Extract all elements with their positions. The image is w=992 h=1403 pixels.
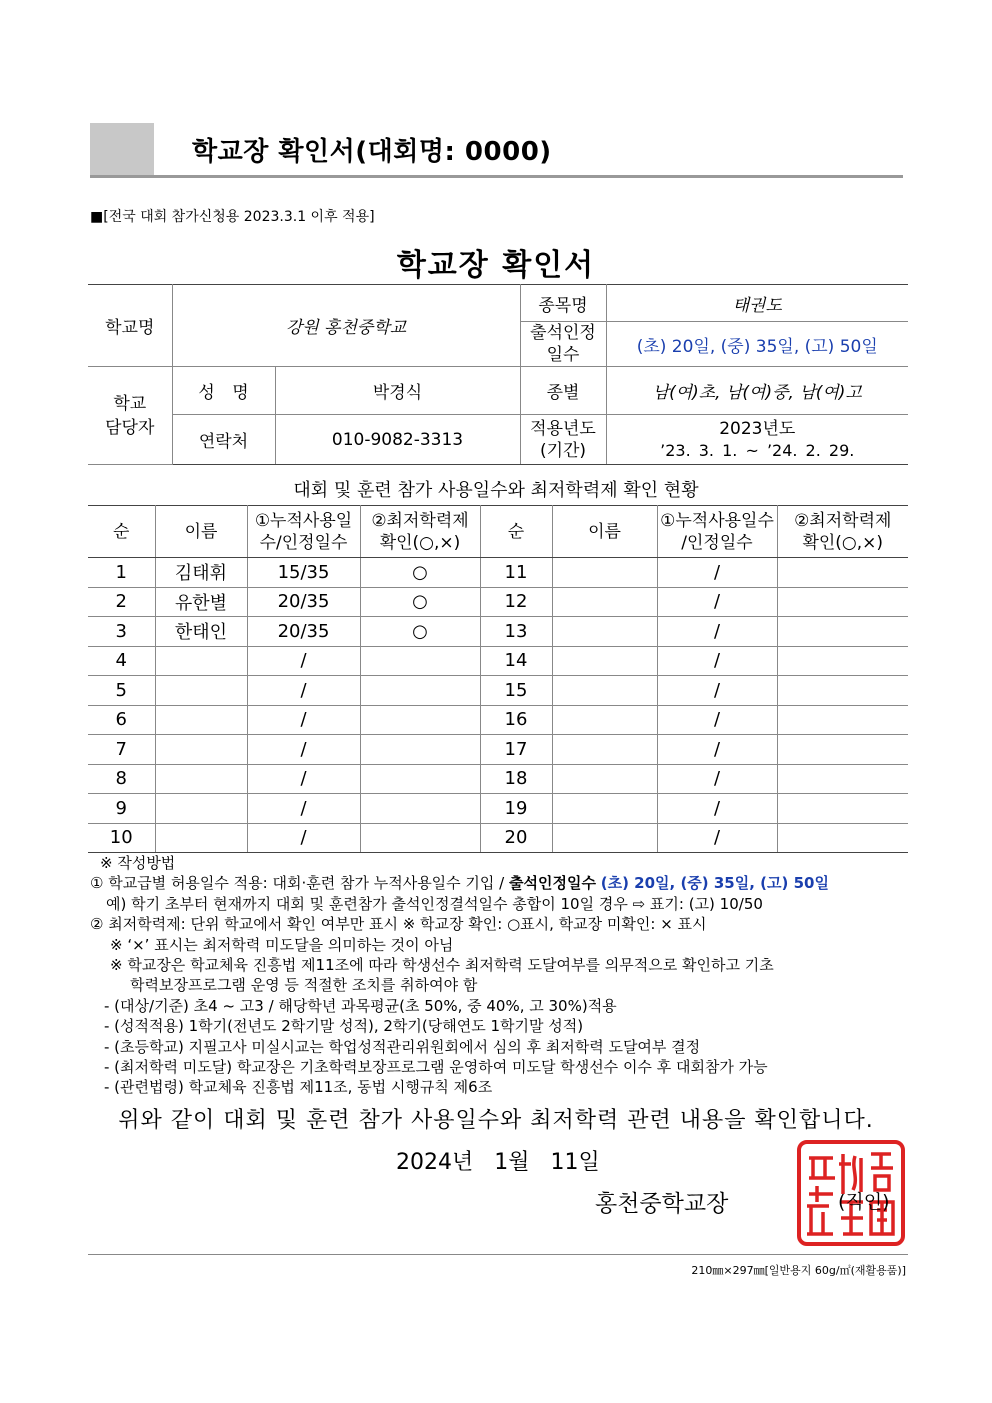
row-right-name	[552, 676, 657, 706]
row-right-no: 17	[480, 735, 552, 765]
row-right-no: 13	[480, 617, 552, 647]
note-1-bold: 출석인정일수	[509, 874, 596, 893]
row-right-check	[777, 764, 908, 794]
row-left-name	[155, 735, 247, 765]
table-row	[88, 735, 908, 765]
row-right-no: 11	[480, 558, 552, 588]
note-2-b2: 학력보장프로그램 운영 등 적절한 조치를 취하여야 함	[130, 976, 478, 995]
table-row	[88, 676, 908, 706]
header-days	[247, 506, 360, 558]
table-row	[88, 558, 908, 588]
row-right-days: /	[657, 676, 777, 706]
row-right-name	[552, 794, 657, 824]
header-title: 학교장 확인서(대회명: 0000)	[192, 137, 552, 167]
row-right-days: /	[657, 617, 777, 647]
row-left-check	[360, 794, 480, 824]
gender-label: 종별	[520, 367, 606, 415]
detail-1: - (대상/기준) 초4 ~ 고3 / 해당학년 과목평균(초 50%, 중 40%, 고 30%)적용	[104, 996, 617, 1015]
row-left-check: ○	[360, 587, 480, 617]
row-left-name: 김태휘	[155, 558, 247, 588]
row-right-days: /	[657, 823, 777, 853]
row-right-days: /	[657, 794, 777, 824]
row-left-check	[360, 735, 480, 765]
notes-section	[90, 853, 910, 1098]
row-right-no: 15	[480, 676, 552, 706]
table-row	[88, 617, 908, 647]
note-1-blue: (초) 20일, (중) 35일, (고) 50일	[600, 874, 829, 893]
row-left-days: /	[247, 735, 360, 765]
row-right-name	[552, 705, 657, 735]
detail-2: - (성적적용) 1학기(전년도 2학기말 성적), 2학기(당해연도 1학기말 성적)	[104, 1017, 584, 1036]
row-right-check	[777, 617, 908, 647]
row-left-days: /	[247, 823, 360, 853]
note-2-b1: ※ 학교장은 학교체육 진흥법 제11조에 따라 학생선수 최저학력 도달여부를 의무적으로 확인하고 기초	[110, 956, 774, 975]
table-row	[88, 705, 908, 735]
row-left-check	[360, 823, 480, 853]
year-cell	[606, 415, 908, 465]
row-left-days: /	[247, 646, 360, 676]
row-left-no: 5	[88, 676, 155, 706]
row-left-days: /	[247, 676, 360, 706]
row-left-days: /	[247, 794, 360, 824]
header-rule	[90, 175, 903, 178]
row-right-name	[552, 764, 657, 794]
row-left-no: 10	[88, 823, 155, 853]
note-1	[90, 873, 910, 893]
roster-table	[88, 505, 908, 853]
row-right-days: /	[657, 735, 777, 765]
row-right-days: /	[657, 764, 777, 794]
signer-name: 홍천중학교장	[595, 1191, 729, 1217]
notes-heading: ※ 작성방법	[100, 854, 176, 872]
header-days2-line1: ①누적사용일수	[660, 510, 774, 531]
row-right-check	[777, 676, 908, 706]
roster-title: 대회 및 훈련 참가 사용일수와 최저학력제 확인 현황	[293, 480, 699, 501]
paper-spec-footer: 210㎜×297㎜[일반용지 60g/㎡(재활용품)]	[691, 1264, 906, 1277]
row-right-days: /	[657, 646, 777, 676]
table-row	[88, 794, 908, 824]
attendance-value: (초) 20일, (중) 35일, (고) 50일	[606, 322, 908, 367]
contact-value: 010-9082-3313	[275, 415, 520, 465]
row-right-name	[552, 617, 657, 647]
row-right-no: 19	[480, 794, 552, 824]
row-left-no: 8	[88, 764, 155, 794]
row-left-check: ○	[360, 617, 480, 647]
row-left-name: 유한별	[155, 587, 247, 617]
note-2-a: ※ ‘×’ 표시는 최저학력 미도달을 의미하는 것이 아님	[110, 935, 454, 954]
row-right-name	[552, 735, 657, 765]
year-value: 2023년도	[719, 418, 796, 439]
row-right-no: 20	[480, 823, 552, 853]
contact-label: 연락처	[172, 415, 275, 465]
table-row	[88, 646, 908, 676]
header-no-2: 순	[480, 506, 552, 558]
period-value: ’23. 3. 1. ~ ’24. 2. 29.	[660, 440, 855, 460]
header-days-line1: ①누적사용일	[254, 510, 353, 531]
row-right-check	[777, 705, 908, 735]
row-left-no: 1	[88, 558, 155, 588]
row-left-days: 20/35	[247, 587, 360, 617]
row-right-days: /	[657, 705, 777, 735]
row-right-check	[777, 735, 908, 765]
document-title: 학교장 확인서	[396, 248, 596, 283]
seal-label: (직인)	[838, 1191, 890, 1213]
row-right-check	[777, 646, 908, 676]
detail-5: - (관련법령) 학교체육 진흥법 제11조, 동법 시행규칙 제6조	[104, 1078, 493, 1097]
sport-label: 종목명	[520, 285, 606, 322]
row-left-check	[360, 646, 480, 676]
row-left-check	[360, 764, 480, 794]
row-right-no: 18	[480, 764, 552, 794]
row-left-days: 15/35	[247, 558, 360, 588]
row-right-name	[552, 823, 657, 853]
gender-value: 남(여)초, 남(여)중, 남(여)고	[606, 367, 908, 415]
row-left-name	[155, 705, 247, 735]
notice-text: ■[전국 대회 참가신청용 2023.3.1 이후 적용]	[90, 209, 375, 225]
header-gray-block	[90, 123, 154, 175]
row-left-no: 4	[88, 646, 155, 676]
header-check-2	[777, 506, 908, 558]
school-name-value: 강원 홍천중학교	[172, 285, 520, 367]
name-value: 박경식	[275, 367, 520, 415]
header-check2-line2: 확인(○,×)	[802, 532, 884, 553]
detail-4: - (최저학력 미도달) 학교장은 기초학력보장프로그램 운영하여 미도달 학생선수 이수 후 대회참가 가능	[104, 1058, 768, 1077]
detail-3: - (초등학교) 지필고사 미실시교는 학업성적관리위원회에서 심의 후 최저학력 도달여부 결정	[104, 1037, 701, 1056]
row-right-name	[552, 558, 657, 588]
name-label: 성 명	[172, 367, 275, 415]
note-1-example: 예) 학기 초부터 현재까지 대회 및 훈련참가 출석인정결석일수 총합이 10일 경우 ⇨ 표기: (고) 10/50	[106, 894, 763, 913]
roster-header-row	[88, 506, 908, 558]
header-name: 이름	[155, 506, 247, 558]
header-check2-line1: ②최저학력제	[794, 510, 892, 531]
header-check	[360, 506, 480, 558]
row-right-no: 16	[480, 705, 552, 735]
row-right-no: 12	[480, 587, 552, 617]
note-1-prefix: ① 학교급별 허용일수 적용: 대회·훈련 참가 누적사용일수 기입 /	[90, 874, 509, 893]
row-left-no: 3	[88, 617, 155, 647]
row-left-no: 2	[88, 587, 155, 617]
table-row	[88, 764, 908, 794]
row-left-name: 한태인	[155, 617, 247, 647]
header-check-line2: 확인(○,×)	[379, 532, 461, 553]
row-right-check	[777, 558, 908, 588]
header-days-line2: 수/인정일수	[259, 532, 348, 553]
header-days2-line2: /인정일수	[681, 532, 753, 553]
row-right-no: 14	[480, 646, 552, 676]
manager-label: 학교 담당자	[88, 367, 172, 465]
header-days-2	[657, 506, 777, 558]
attendance-label: 출석인정 일수	[520, 322, 606, 367]
row-right-check	[777, 587, 908, 617]
row-left-days: 20/35	[247, 617, 360, 647]
footer-rule	[88, 1254, 908, 1255]
row-left-days: /	[247, 764, 360, 794]
sport-value: 태권도	[606, 285, 908, 322]
header-no: 순	[88, 506, 155, 558]
row-right-days: /	[657, 587, 777, 617]
row-right-check	[777, 823, 908, 853]
row-left-name	[155, 823, 247, 853]
row-right-name	[552, 587, 657, 617]
issue-date: 2024년 1월 11일	[396, 1150, 600, 1175]
header-check-line1: ②최저학력제	[371, 510, 469, 531]
row-left-no: 6	[88, 705, 155, 735]
row-left-check	[360, 676, 480, 706]
row-left-days: /	[247, 705, 360, 735]
row-left-name	[155, 764, 247, 794]
row-left-name	[155, 676, 247, 706]
row-right-name	[552, 646, 657, 676]
school-name-label: 학교명	[88, 285, 172, 367]
row-left-check: ○	[360, 558, 480, 588]
row-left-name	[155, 646, 247, 676]
table-row	[88, 823, 908, 853]
year-label: 적용년도 (기간)	[520, 415, 606, 465]
school-info-table	[88, 284, 908, 465]
row-right-check	[777, 794, 908, 824]
table-row	[88, 587, 908, 617]
row-right-days: /	[657, 558, 777, 588]
row-left-check	[360, 705, 480, 735]
header-name-2: 이름	[552, 506, 657, 558]
confirmation-statement: 위와 같이 대회 및 훈련 참가 사용일수와 최저학력 관련 내용을 확인합니다.	[118, 1108, 874, 1133]
note-2: ② 최저학력제: 단위 학교에서 확인 여부만 표시 ※ 학교장 확인: ○표시, 학교장 미확인: × 표시	[90, 915, 707, 934]
row-left-no: 9	[88, 794, 155, 824]
row-left-no: 7	[88, 735, 155, 765]
row-left-name	[155, 794, 247, 824]
